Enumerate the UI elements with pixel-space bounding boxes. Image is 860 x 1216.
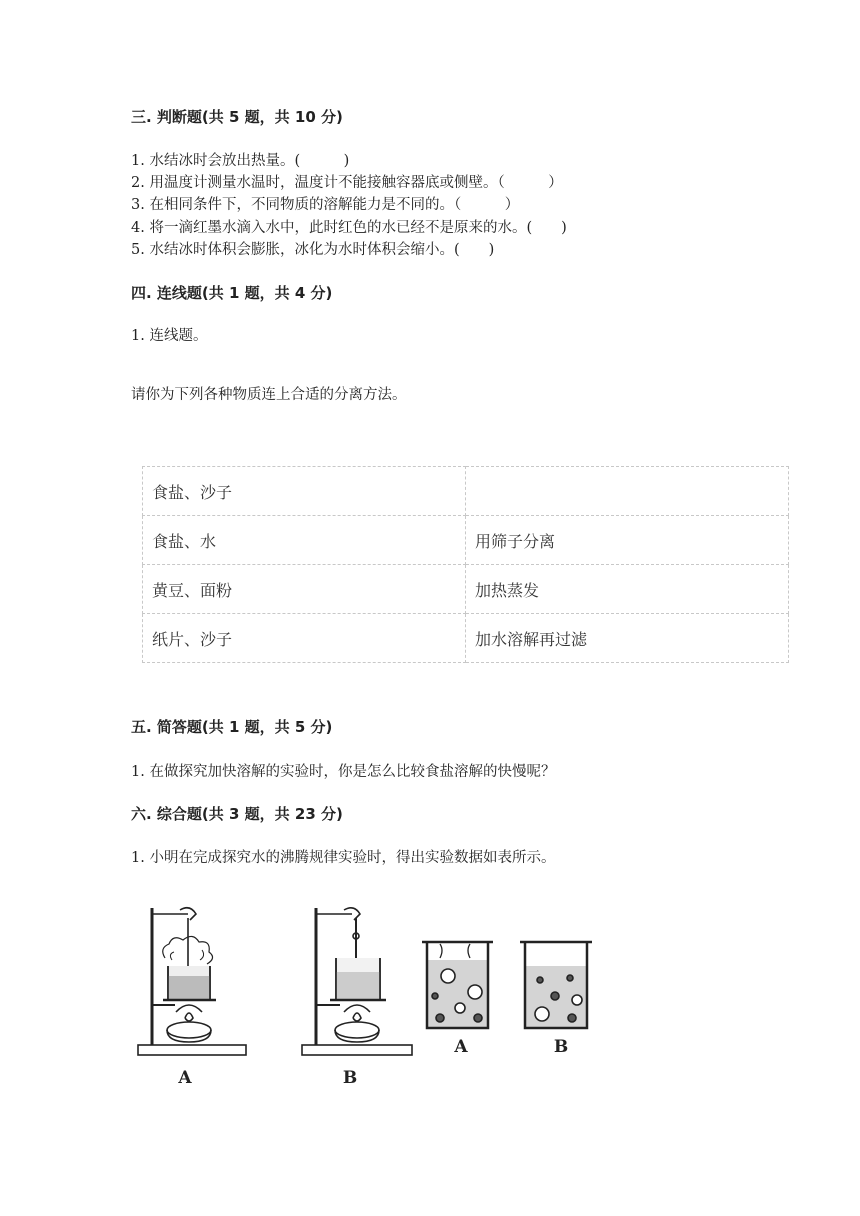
section3-item-3: 3. 在相同条件下，不同物质的溶解能力是不同的。（ ）: [131, 197, 520, 213]
apparatus-a-drawing: [138, 908, 246, 1055]
figure-label-beaker-a: A: [454, 1037, 468, 1057]
table-cell-substance: 食盐、水: [143, 516, 466, 565]
apparatus-b-drawing: [302, 908, 412, 1055]
table-cell-substance: 黄豆、面粉: [143, 565, 466, 614]
section4-instruction: 请你为下列各种物质连上合适的分离方法。: [131, 387, 407, 403]
section3-item-1: 1. 水结冰时会放出热量。( ): [131, 153, 350, 169]
section3-title: 三. 判断题(共 5 题，共 10 分): [131, 108, 343, 126]
section3-item-4: 4. 将一滴红墨水滴入水中，此时红色的水已经不是原来的水。( ): [131, 220, 567, 236]
table-cell-method: 加热蒸发: [466, 565, 789, 614]
table-cell-substance: 纸片、沙子: [143, 614, 466, 663]
matching-table: [142, 466, 789, 663]
beaker-a-drawing: [422, 942, 493, 1028]
table-cell-substance: 食盐、沙子: [143, 467, 466, 516]
figure-label-apparatus-a: A: [178, 1068, 192, 1088]
section6-question: 1. 小明在完成探究水的沸腾规律实验时，得出实验数据如表所示。: [131, 850, 556, 866]
table-cell-method: [466, 467, 789, 516]
section3-item-5: 5. 水结冰时体积会膨胀，冰化为水时体积会缩小。( ): [131, 242, 495, 258]
table-row: [143, 467, 789, 516]
table-row: [143, 614, 789, 663]
section4-question: 1. 连线题。: [131, 328, 208, 344]
section5-title: 五. 简答题(共 1 题，共 5 分): [131, 718, 333, 736]
beaker-b-drawing: [520, 942, 592, 1028]
section5-question: 1. 在做探究加快溶解的实验时，你是怎么比较食盐溶解的快慢呢？: [131, 764, 556, 780]
figure-label-apparatus-b: B: [342, 1068, 358, 1088]
table-cell-method: 加水溶解再过滤: [466, 614, 789, 663]
table-cell-method: 用筛子分离: [466, 516, 789, 565]
section3-item-2: 2. 用温度计测量水温时，温度计不能接触容器底或侧壁。（ ）: [131, 175, 563, 191]
boiling-experiment-figure: [130, 900, 610, 1100]
section4-title: 四. 连线题(共 1 题，共 4 分): [131, 284, 333, 302]
table-row: [143, 565, 789, 614]
figure-label-beaker-b: B: [553, 1037, 569, 1057]
section6-title: 六. 综合题(共 3 题，共 23 分): [131, 805, 343, 823]
table-row: [143, 516, 789, 565]
